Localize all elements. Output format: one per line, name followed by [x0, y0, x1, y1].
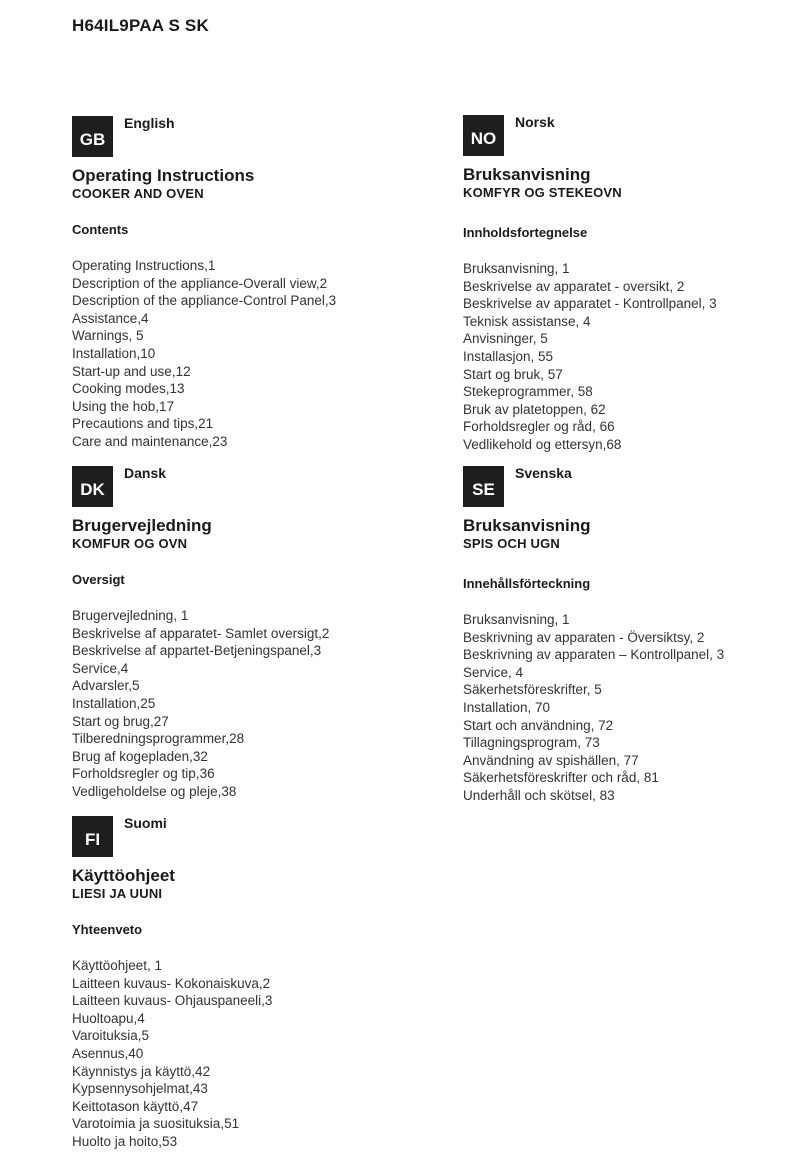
contents-list-item: Forholdsregler og tip,36: [72, 766, 215, 782]
contents-list-item: Brug af kogepladen,32: [72, 748, 208, 764]
language-code-badge: SE: [463, 466, 504, 507]
section-subtitle: KOMFYR OG STEKEOVN: [463, 185, 622, 200]
contents-list-item: Operating Instructions,1: [72, 258, 216, 273]
language-name: Norsk: [515, 114, 555, 130]
language-name: Suomi: [124, 815, 167, 831]
contents-list-item: Beskrivning av apparaten - Översiktsy, 2: [463, 629, 705, 645]
contents-list-item: Vedlikehold og ettersyn,68: [463, 436, 622, 452]
model-number: H64IL9PAA S SK: [72, 16, 209, 35]
contents-list-item: Installation,25: [72, 695, 156, 711]
contents-list-item: Installation,10: [72, 345, 156, 361]
contents-heading: Yhteenveto: [72, 922, 143, 937]
contents-list-item: Beskrivelse av apparatet - oversikt, 2: [463, 278, 685, 294]
contents-list-item: Tillagningsprogram, 73: [463, 735, 600, 751]
language-name: Svenska: [515, 465, 572, 481]
language-code-badge: GB: [72, 116, 113, 157]
section-subtitle: LIESI JA UUNI: [72, 886, 163, 901]
contents-list-item: Beskrivelse av apparatet - Kontrollpanel, 3: [463, 296, 717, 312]
contents-list-item: Installasjon, 55: [463, 348, 554, 364]
contents-list-item: Beskrivelse af appartet-Betjeningspanel,3: [72, 643, 322, 659]
language-header: [463, 466, 793, 510]
contents-list-item: Brugervejledning, 1: [72, 608, 189, 623]
contents-list-item: Käyttöohjeet, 1: [72, 958, 163, 973]
contents-list: [463, 611, 793, 805]
contents-heading: Innehållsförteckning: [463, 576, 591, 591]
contents-list: [463, 260, 793, 454]
section-finnish: [72, 816, 402, 1151]
contents-list-item: Kypsennysohjelmat,43: [72, 1081, 208, 1097]
contents-list-item: Laitteen kuvaus- Kokonaiskuva,2: [72, 975, 271, 991]
language-code-badge: FI: [72, 816, 113, 857]
contents-list-item: Keittotason käyttö,47: [72, 1098, 199, 1114]
contents-heading: Contents: [72, 222, 129, 237]
contents-list-item: Asennus,40: [72, 1045, 144, 1061]
section-title: Bruksanvisning: [463, 165, 591, 184]
section-title: Käyttöohjeet: [72, 866, 175, 885]
contents-list-item: Care and maintenance,23: [72, 433, 228, 449]
language-header: [72, 466, 402, 510]
contents-list-item: Installation, 70: [463, 699, 551, 715]
contents-list-item: Cooking modes,13: [72, 381, 185, 397]
contents-list-item: Laitteen kuvaus- Ohjauspaneeli,3: [72, 993, 273, 1009]
contents-list-item: Underhåll och skötsel, 83: [463, 787, 615, 803]
contents-list-item: Precautions and tips,21: [72, 416, 214, 432]
contents-list-item: Vedligeholdelse og pleje,38: [72, 783, 237, 799]
contents-list-item: Anvisninger, 5: [463, 331, 548, 347]
contents-list-item: Description of the appliance-Control Panel,3: [72, 293, 337, 309]
contents-list-item: Description of the appliance-Overall view,2: [72, 275, 328, 291]
language-name: Dansk: [124, 465, 167, 481]
section-subtitle: SPIS OCH UGN: [463, 536, 561, 551]
contents-list: [72, 957, 402, 1151]
contents-list-item: Start og bruk, 57: [463, 366, 563, 382]
section-english: [72, 116, 402, 451]
contents-list-item: Beskrivelse af apparatet- Samlet oversigt,2: [72, 625, 330, 641]
section-subtitle: COOKER AND OVEN: [72, 186, 204, 201]
contents-list-item: Bruk av platetoppen, 62: [463, 401, 606, 417]
contents-list-item: Advarsler,5: [72, 678, 140, 694]
contents-list-item: Service,4: [72, 660, 129, 676]
contents-list: [72, 257, 402, 451]
language-code-badge: DK: [72, 466, 113, 507]
contents-list-item: Varoituksia,5: [72, 1028, 150, 1044]
contents-list-item: Beskrivning av apparaten – Kontrollpanel, 3: [463, 647, 725, 663]
language-code-badge: NO: [463, 115, 504, 156]
section-subtitle: KOMFUR OG OVN: [72, 536, 188, 551]
language-name: English: [124, 115, 175, 131]
section-swedish: [463, 466, 793, 805]
contents-list-item: Användning av spishällen, 77: [463, 752, 639, 768]
contents-list-item: Warnings, 5: [72, 328, 144, 344]
section-title: Brugervejledning: [72, 516, 212, 535]
contents-list-item: Säkerhetsföreskrifter och råd, 81: [463, 770, 659, 786]
section-title: Operating Instructions: [72, 166, 255, 185]
contents-heading: Oversigt: [72, 572, 125, 587]
contents-list: [72, 607, 402, 801]
contents-list-item: Varotoimia ja suosituksia,51: [72, 1116, 240, 1132]
contents-list-item: Huolto ja hoito,53: [72, 1133, 178, 1149]
section-norwegian: [463, 115, 793, 454]
contents-list-item: Käynnistys ja käyttö,42: [72, 1063, 211, 1079]
contents-list-item: Service, 4: [463, 664, 524, 680]
contents-list-item: Start-up and use,12: [72, 363, 191, 379]
contents-heading: Innholdsfortegnelse: [463, 225, 588, 240]
contents-list-item: Huoltoapu,4: [72, 1010, 145, 1026]
contents-list-item: Assistance,4: [72, 310, 149, 326]
section-danish: [72, 466, 402, 801]
section-title: Bruksanvisning: [463, 516, 591, 535]
contents-list-item: Using the hob,17: [72, 398, 175, 414]
contents-list-item: Stekeprogrammer, 58: [463, 384, 593, 400]
contents-list-item: Start och användning, 72: [463, 717, 614, 733]
contents-list-item: Bruksanvisning, 1: [463, 261, 570, 276]
contents-list-item: Tilberedningsprogrammer,28: [72, 731, 245, 747]
contents-list-item: Teknisk assistanse, 4: [463, 313, 591, 329]
language-header: [72, 116, 402, 160]
contents-list-item: Forholdsregler og råd, 66: [463, 419, 615, 435]
language-header: [463, 115, 793, 159]
contents-list-item: Start og brug,27: [72, 713, 169, 729]
language-header: [72, 816, 402, 860]
contents-list-item: Bruksanvisning, 1: [463, 612, 570, 627]
contents-list-item: Säkerhetsföreskrifter, 5: [463, 682, 602, 698]
